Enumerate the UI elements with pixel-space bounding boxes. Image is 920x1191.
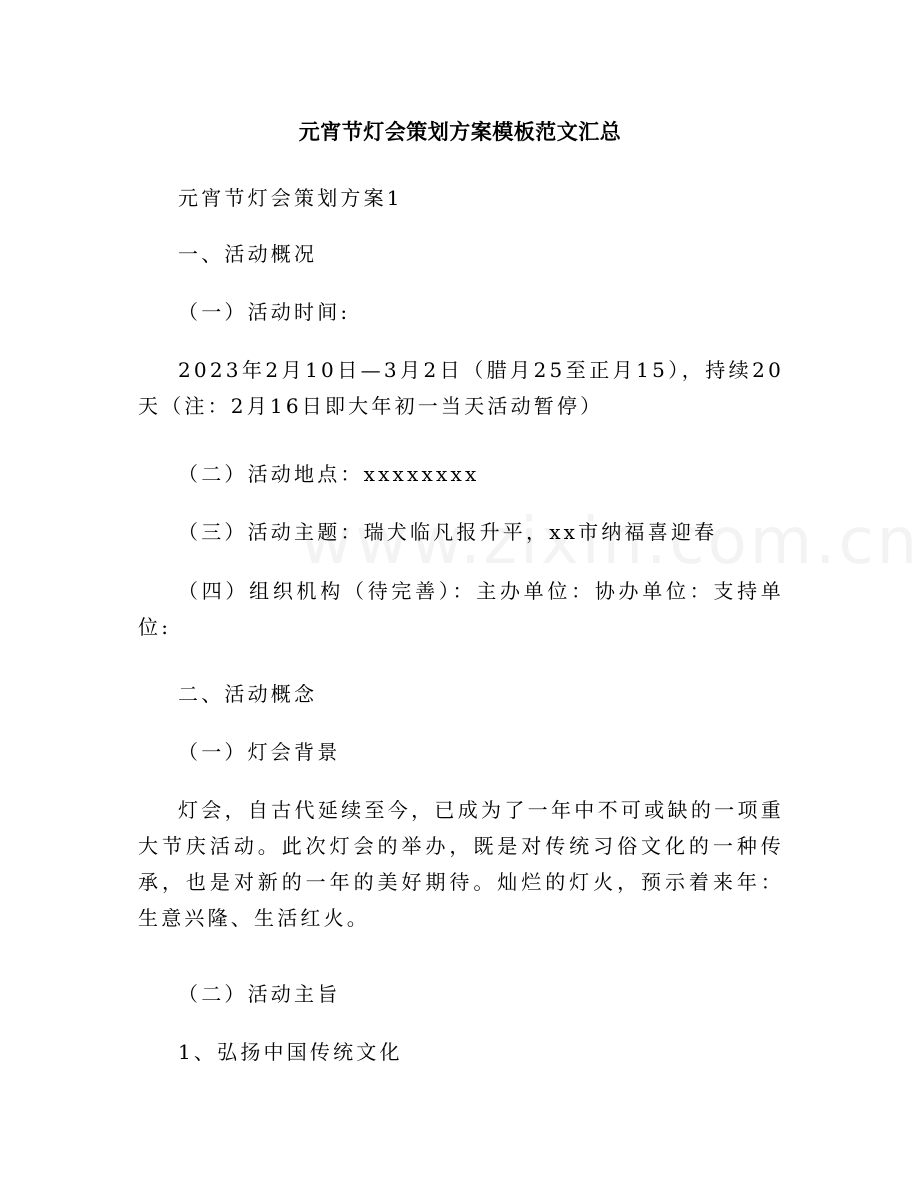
- subheading-lantern-background: （一）灯会背景: [178, 740, 341, 764]
- subheading-activity-purpose: （二）活动主旨: [178, 982, 341, 1006]
- list-item-promote-culture: 1、弘扬中国传统文化: [178, 1040, 403, 1064]
- section-heading-plan-1: 元宵节灯会策划方案1: [178, 186, 403, 210]
- heading-activity-concept: 二、活动概念: [178, 682, 318, 706]
- paragraph-organizers: （四）组织机构（待完善）：主办单位：协办单位：支持单位:: [138, 579, 784, 639]
- paragraph-activity-dates: 2023年2月10日—3月2日（腊月25至正月15），持续20天（注：2月16日即大年初一当天活动暂停）: [138, 358, 784, 418]
- document-title: 元宵节灯会策划方案模板范文汇总: [298, 120, 622, 144]
- subheading-activity-time: （一）活动时间:: [178, 300, 351, 324]
- heading-activity-overview: 一、活动概况: [178, 242, 318, 266]
- paragraph-lantern-background: 灯会，自古代延续至今，已成为了一年中不可或缺的一项重大节庆活动。此次灯会的举办，既是对传统习俗文化的一种传承，也是对新的一年的美好期待。灿烂的灯火，预示着来年：生意兴隆、生活红火。: [138, 798, 784, 930]
- subheading-activity-theme: （三）活动主题：瑞犬临凡报升平，xx市纳福喜迎春: [178, 520, 718, 544]
- subheading-activity-location: （二）活动地点：xxxxxxxx: [178, 462, 480, 486]
